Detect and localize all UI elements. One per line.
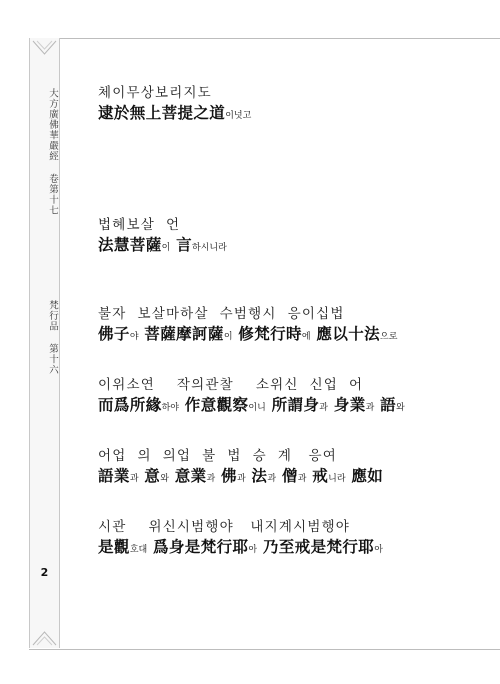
hangul-suffix: 와 (396, 403, 405, 413)
verse (98, 376, 405, 419)
hangul-suffix: 과 (267, 474, 277, 484)
margin-column (29, 38, 60, 648)
hanja-line (98, 465, 383, 490)
hangul-suffix: 니라 (328, 474, 346, 484)
hanja-segment: 菩薩摩訶薩 (138, 324, 224, 343)
hanja-segment: 逮於無上菩提之道 (98, 103, 226, 122)
hanja-segment: 是觀 (98, 537, 130, 556)
hangul-suffix: 에 (301, 332, 311, 342)
hanja-line (98, 536, 383, 561)
hangul-reading: 시관 위신시범행야 내지계시범행야 (98, 519, 351, 535)
hanja-segment: 僧 (276, 466, 298, 485)
hanja-segment: 意業 (168, 466, 207, 485)
hanja-segment: 法慧菩薩 (98, 235, 162, 254)
hanja-segment: 佛 (215, 466, 237, 485)
hangul-suffix: 과 (206, 474, 216, 484)
hanja-segment: 所謂身 (265, 395, 320, 414)
hangul-reading: 이위소연 작의관찰 소위신 신업 어 (98, 377, 364, 393)
hangul-suffix: 과 (319, 403, 328, 413)
hangul-suffix: 과 (236, 474, 246, 484)
verse (98, 305, 397, 348)
chapter-title: 梵行品 第十六 (47, 300, 58, 375)
hangul-suffix: 하야 (161, 403, 179, 413)
hangul-suffix: 으로 (380, 332, 398, 342)
hanja-segment: 應如 (345, 466, 384, 485)
scripture-text (98, 84, 478, 556)
verse (98, 518, 383, 561)
hanja-line (98, 394, 405, 419)
hangul-suffix: 과 (365, 403, 375, 413)
hanja-segment: 身業 (328, 395, 366, 414)
hangul-suffix: 이넛고 (225, 111, 252, 121)
book-title: 大方廣佛華嚴經 卷第十七 (47, 88, 58, 216)
corner-ornament-icon (32, 40, 57, 56)
hangul-suffix: 이니 (248, 403, 266, 413)
hanja-segment: 法 (245, 466, 268, 485)
hanja-line (98, 323, 397, 348)
hangul-reading: 어업 의 의업 불 법 승 계 응여 (98, 448, 338, 464)
hanja-segment: 戒 (306, 466, 329, 485)
hanja-segment: 應以十法 (310, 324, 381, 343)
hangul-suffix: 호대 (129, 545, 148, 555)
hanja-segment: 語 (374, 395, 397, 414)
hangul-suffix: 이 (161, 243, 171, 253)
verse (98, 216, 227, 259)
hangul-suffix: 과 (297, 474, 307, 484)
hanja-segment: 爲身是梵行耶 (147, 537, 249, 556)
hangul-suffix: 하시니라 (192, 243, 227, 253)
hanja-line (98, 234, 227, 259)
hangul-suffix: 아 (248, 545, 258, 555)
hanja-segment: 作意觀察 (179, 395, 249, 414)
hanja-segment: 意 (138, 466, 161, 485)
hangul-reading: 불자 보살마하살 수범행시 응이십법 (98, 306, 345, 322)
hanja-segment: 修梵行時 (232, 324, 302, 343)
verse (98, 447, 383, 490)
hangul-suffix: 야 (129, 332, 139, 342)
page-number: 2 (40, 566, 49, 579)
hangul-suffix: 과 (129, 474, 139, 484)
hangul-reading: 법혜보살 언 (98, 217, 181, 233)
hangul-suffix: 아 (374, 545, 383, 555)
hangul-suffix: 와 (160, 474, 169, 484)
corner-ornament-icon (32, 630, 57, 646)
hanja-segment: 佛子 (98, 324, 130, 343)
verse (98, 84, 478, 127)
hanja-segment: 言 (170, 235, 193, 254)
hanja-segment: 而爲所緣 (98, 395, 162, 414)
hanja-segment: 乃至戒是梵行耶 (257, 537, 375, 556)
hanja-line (98, 102, 478, 127)
hanja-segment: 語業 (98, 466, 130, 485)
hangul-suffix: 이 (223, 332, 233, 342)
hangul-reading: 체이무상보리지도 (98, 85, 212, 101)
